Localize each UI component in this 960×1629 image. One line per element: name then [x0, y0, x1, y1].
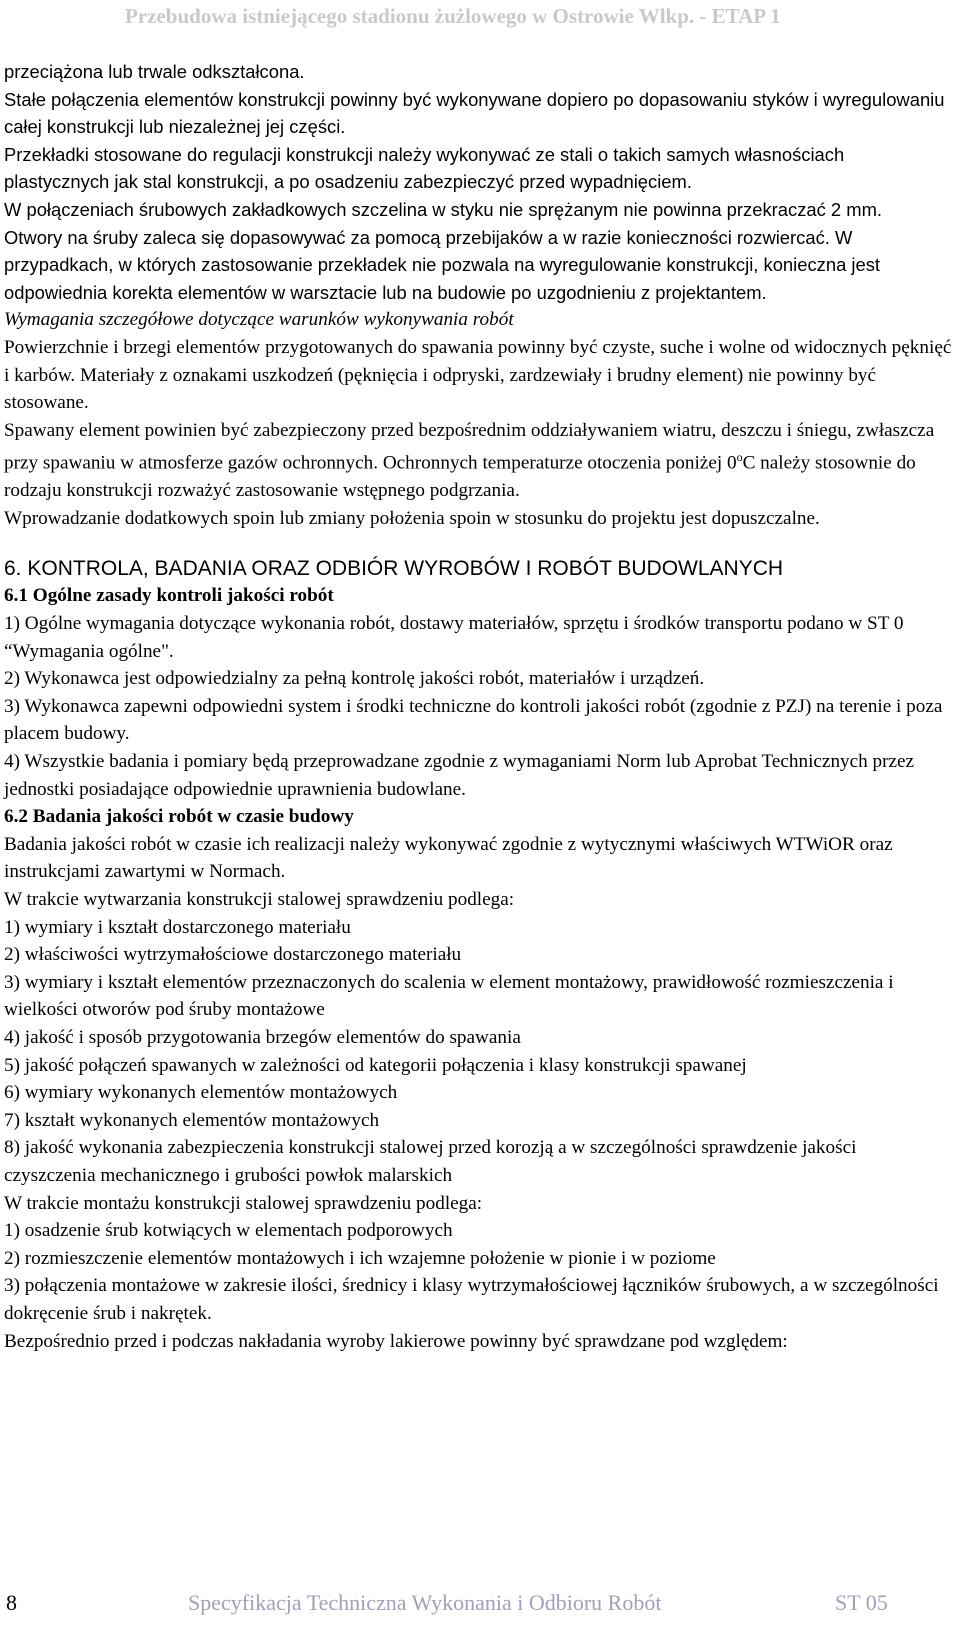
section-heading — [4, 556, 952, 582]
subsection-title: 6.2 Badania jakości robót w czasie budowy — [4, 806, 354, 828]
running-header: Przebudowa istniejącego stadionu żużlowego w Ostrowie Wlkp. - ETAP 1 — [125, 4, 781, 28]
list-item: 5) jakość połączeń spawanych w zależności od kategorii połączenia i klasy konstrukcji spawanej — [4, 1054, 747, 1076]
paragraph: Wprowadzanie dodatkowych spoin lub zmiany położenia spoin w stosunku do projektu jest dopuszczalne. — [4, 507, 820, 529]
paragraph: Powierzchnie i brzegi elementów przygotowanych do spawania powinny być czyste, suche i wolne od widocznych pęknięć i karbów. Materiały z oznakami uszkodzeń (pęknięcia i odpryski, zardzewiały i brudny element) nie powinny być stosowane. — [4, 336, 952, 414]
paragraph: Otwory na śruby zaleca się dopasowywać za pomocą przebijaków a w razie konieczności rozwiercać. W przypadkach, w których zastosowanie przekładek nie pozwala na wyregulowanie konstrukcji, konieczna jest odpowiednia korekta elementów w warsztacie lub na budowie po uzgodnieniu z projektantem. — [4, 226, 881, 303]
list-item: 1) osadzenie śrub kotwiących w elementach podporowych — [4, 1220, 453, 1242]
paragraph: przeciążona lub trwale odkształcona. — [4, 61, 305, 82]
section-title: KONTROLA, BADANIA ORAZ ODBIÓR WYROBÓW I ROBÓT BUDOWLANYCH — [27, 557, 784, 581]
document-body — [4, 58, 952, 1355]
paragraph: Spawany element powinien być zabezpieczony przed bezpośrednim oddziaływaniem wiatru, deszczu i śniegu, zwłaszcza przy spawaniu w atmosferze gazów ochronnych. Ochronnych temperaturze otoczenia poniżej 0$^o$C należy stosownie do rodzaju konstrukcji rozważyć zastosowanie wstępnego podgrzania. — [4, 419, 935, 502]
list-item: 2) Wykonawca jest odpowiedzialny za pełną kontrolę jakości robót, materiałów i urządzeń. — [4, 668, 705, 690]
page-number: 8 — [6, 1590, 17, 1615]
footer-code: ST 05 — [835, 1590, 888, 1615]
list-item: 1) wymiary i kształt dostarczonego materiału — [4, 916, 351, 938]
page-footer — [0, 1590, 960, 1624]
paragraph: Badania jakości robót w czasie ich realizacji należy wykonywać zgodnie z wytycznymi właściwych WTWiOR oraz instrukcjami zawartymi w Normach. — [4, 833, 893, 883]
subsection-title: 6.1 Ogólne zasady kontroli jakości robót — [4, 585, 334, 607]
list-item: 2) właściwości wytrzymałościowe dostarczonego materiału — [4, 944, 462, 966]
list-item: 3) połączenia montażowe w zakresie ilości, średnicy i klasy wytrzymałościowej łączników śrubowych, a w szczególności dokręcenie śrub i nakrętek. — [4, 1275, 939, 1324]
list-item: 2) rozmieszczenie elementów montażowych i ich wzajemne położenie w pionie i w poziome — [4, 1247, 716, 1269]
paragraph: W trakcie montażu konstrukcji stalowej sprawdzeniu podlega: — [4, 1192, 483, 1214]
list-item: 6) wymiary wykonanych elementów montażowych — [4, 1082, 398, 1104]
footer-title: Specyfikacja Techniczna Wykonania i Odbioru Robót — [188, 1590, 662, 1615]
list-item: 8) jakość wykonania zabezpieczenia konstrukcji stalowej przed korozją a w szczególności sprawdzenie jakości czyszczenia mechanicznego i grubości powłok malarskich — [4, 1137, 857, 1186]
list-item: 3) wymiary i kształt elementów przeznaczonych do scalenia w element montażowy, prawidłowość rozmieszczenia i wielkości otworów pod śruby montażowe — [4, 971, 894, 1021]
paragraph: W połączeniach śrubowych zakładkowych szczelina w styku nie sprężanym nie powinna przekraczać 2 mm. — [4, 198, 883, 220]
paragraph: Stałe połączenia elementów konstrukcji powinny być wykonywane dopiero po dopasowaniu styków i wyregulowaniu całej konstrukcji lub niezależnej jej części. — [4, 88, 945, 138]
list-item: 4) Wszystkie badania i pomiary będą przeprowadzane zgodnie z wymaganiami Norm lub Aprobat Technicznych przez jednostki posiadające odpowiednie uprawnienia budowlane. — [4, 751, 915, 800]
subheading-italic: Wymagania szczegółowe dotyczące warunków wykonywania robót — [4, 309, 514, 331]
paragraph: W trakcie wytwarzania konstrukcji stalowej sprawdzeniu podlega: — [4, 889, 515, 911]
list-item: 3) Wykonawca zapewni odpowiedni system i środki techniczne do kontroli jakości robót (zgodnie z PZJ) na terenie i poza placem budowy. — [4, 695, 943, 745]
list-item: 4) jakość i sposób przygotowania brzegów elementów do spawania — [4, 1026, 521, 1048]
list-item: 7) kształt wykonanych elementów montażowych — [4, 1109, 380, 1131]
list-item: 1) Ogólne wymagania dotyczące wykonania robót, dostawy materiałów, sprzętu i środków transportu podano w ST 0 “Wymagania ogólne". — [4, 613, 904, 662]
paragraph: Przekładki stosowane do regulacji konstrukcji należy wykonywać ze stali o takich samych własnościach plastycznych jak stal konstrukcji, a po osadzeniu zabezpieczyć przed wypadnięciem. — [4, 143, 845, 193]
section-number: 6. — [4, 557, 22, 581]
paragraph: Bezpośrednio przed i podczas nakładania wyroby lakierowe powinny być sprawdzane pod względem: — [4, 1330, 788, 1352]
